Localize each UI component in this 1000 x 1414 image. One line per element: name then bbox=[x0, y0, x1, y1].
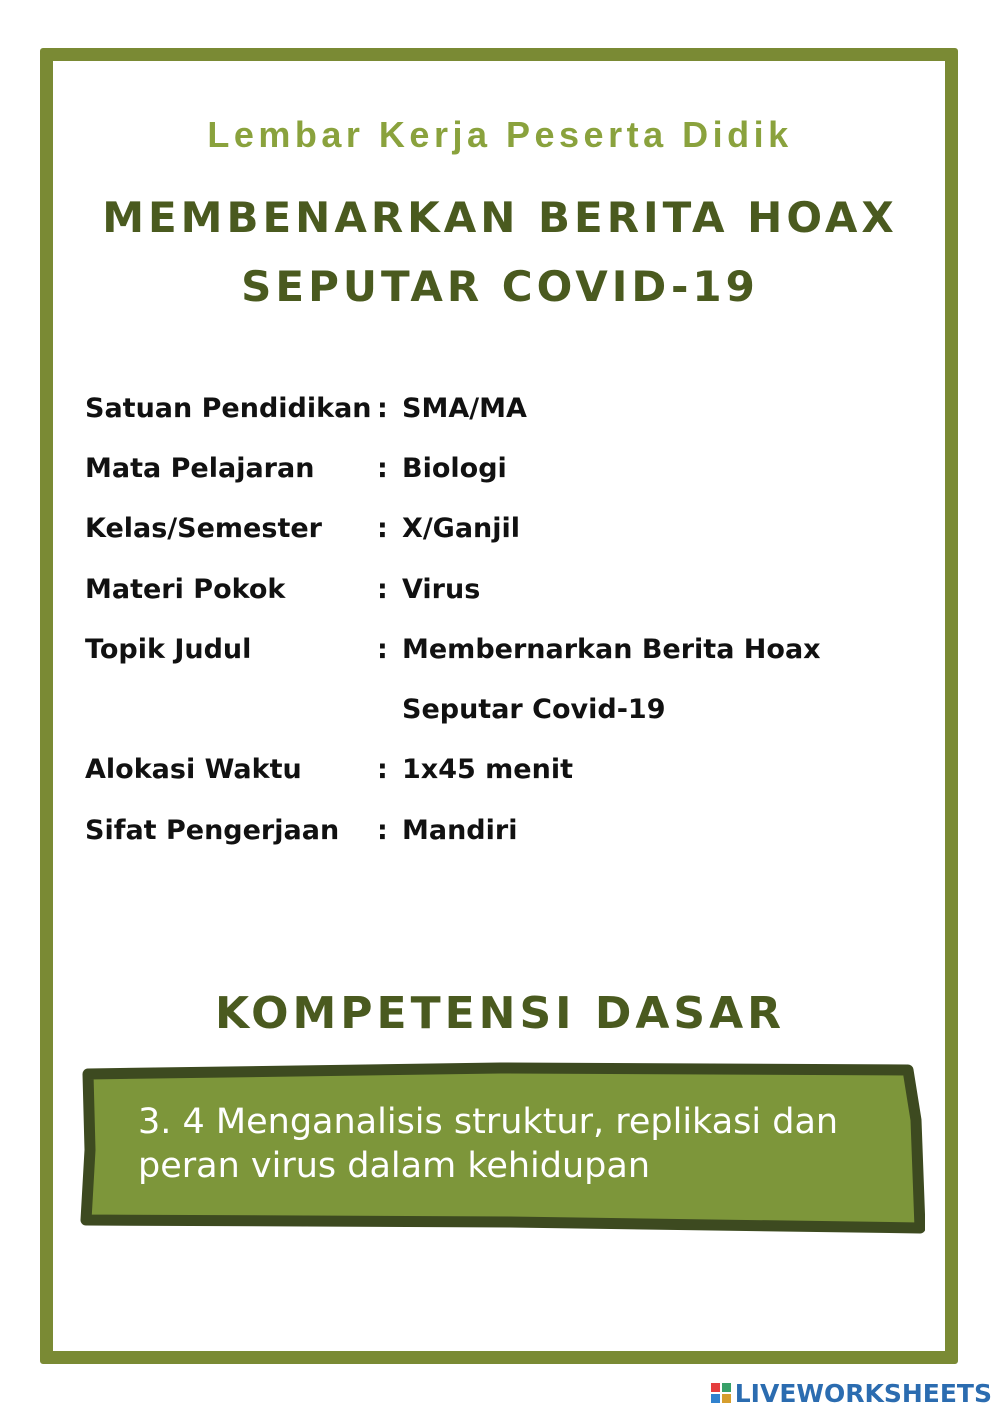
info-value: X/Ganjil bbox=[402, 513, 521, 544]
info-label: Topik Judul bbox=[85, 634, 252, 665]
info-colon: : bbox=[377, 513, 388, 544]
info-label: Materi Pokok bbox=[85, 574, 286, 605]
liveworksheets-logo-icon bbox=[711, 1383, 731, 1403]
worksheet-subtitle: Lembar Kerja Peserta Didik bbox=[207, 114, 793, 155]
info-label: Alokasi Waktu bbox=[85, 754, 302, 785]
kompetensi-line: 3. 4 Menganalisis struktur, replikasi dan bbox=[138, 1102, 839, 1142]
info-label: Sifat Pengerjaan bbox=[85, 815, 340, 846]
info-value: Membernarkan Berita Hoax bbox=[402, 634, 821, 665]
info-value: SMA/MA bbox=[402, 393, 527, 424]
kompetensi-heading: KOMPETENSI DASAR bbox=[214, 988, 786, 1039]
info-label: Mata Pelajaran bbox=[85, 453, 315, 484]
info-value: Biologi bbox=[402, 453, 507, 484]
info-value: Mandiri bbox=[402, 815, 518, 846]
info-colon: : bbox=[377, 453, 388, 484]
info-value: Virus bbox=[402, 574, 481, 605]
worksheet-title-line2: SEPUTAR COVID-19 bbox=[241, 262, 759, 311]
kompetensi-text bbox=[138, 1100, 878, 1188]
info-colon: : bbox=[377, 574, 388, 605]
kompetensi-line: peran virus dalam kehidupan bbox=[138, 1146, 651, 1186]
info-label: Satuan Pendidikan bbox=[85, 393, 372, 424]
brand-name: LIVEWORKSHEETS bbox=[734, 1378, 992, 1408]
info-value-continued: Seputar Covid-19 bbox=[402, 694, 666, 725]
info-colon: : bbox=[377, 754, 388, 785]
info-colon: : bbox=[377, 634, 388, 665]
info-value: 1x45 menit bbox=[402, 754, 574, 785]
info-colon: : bbox=[377, 815, 388, 846]
worksheet-title-line1: MEMBENARKAN BERITA HOAX bbox=[102, 193, 898, 242]
info-colon: : bbox=[377, 393, 388, 424]
liveworksheets-brand[interactable] bbox=[711, 1378, 992, 1408]
info-label: Kelas/Semester bbox=[85, 513, 322, 544]
